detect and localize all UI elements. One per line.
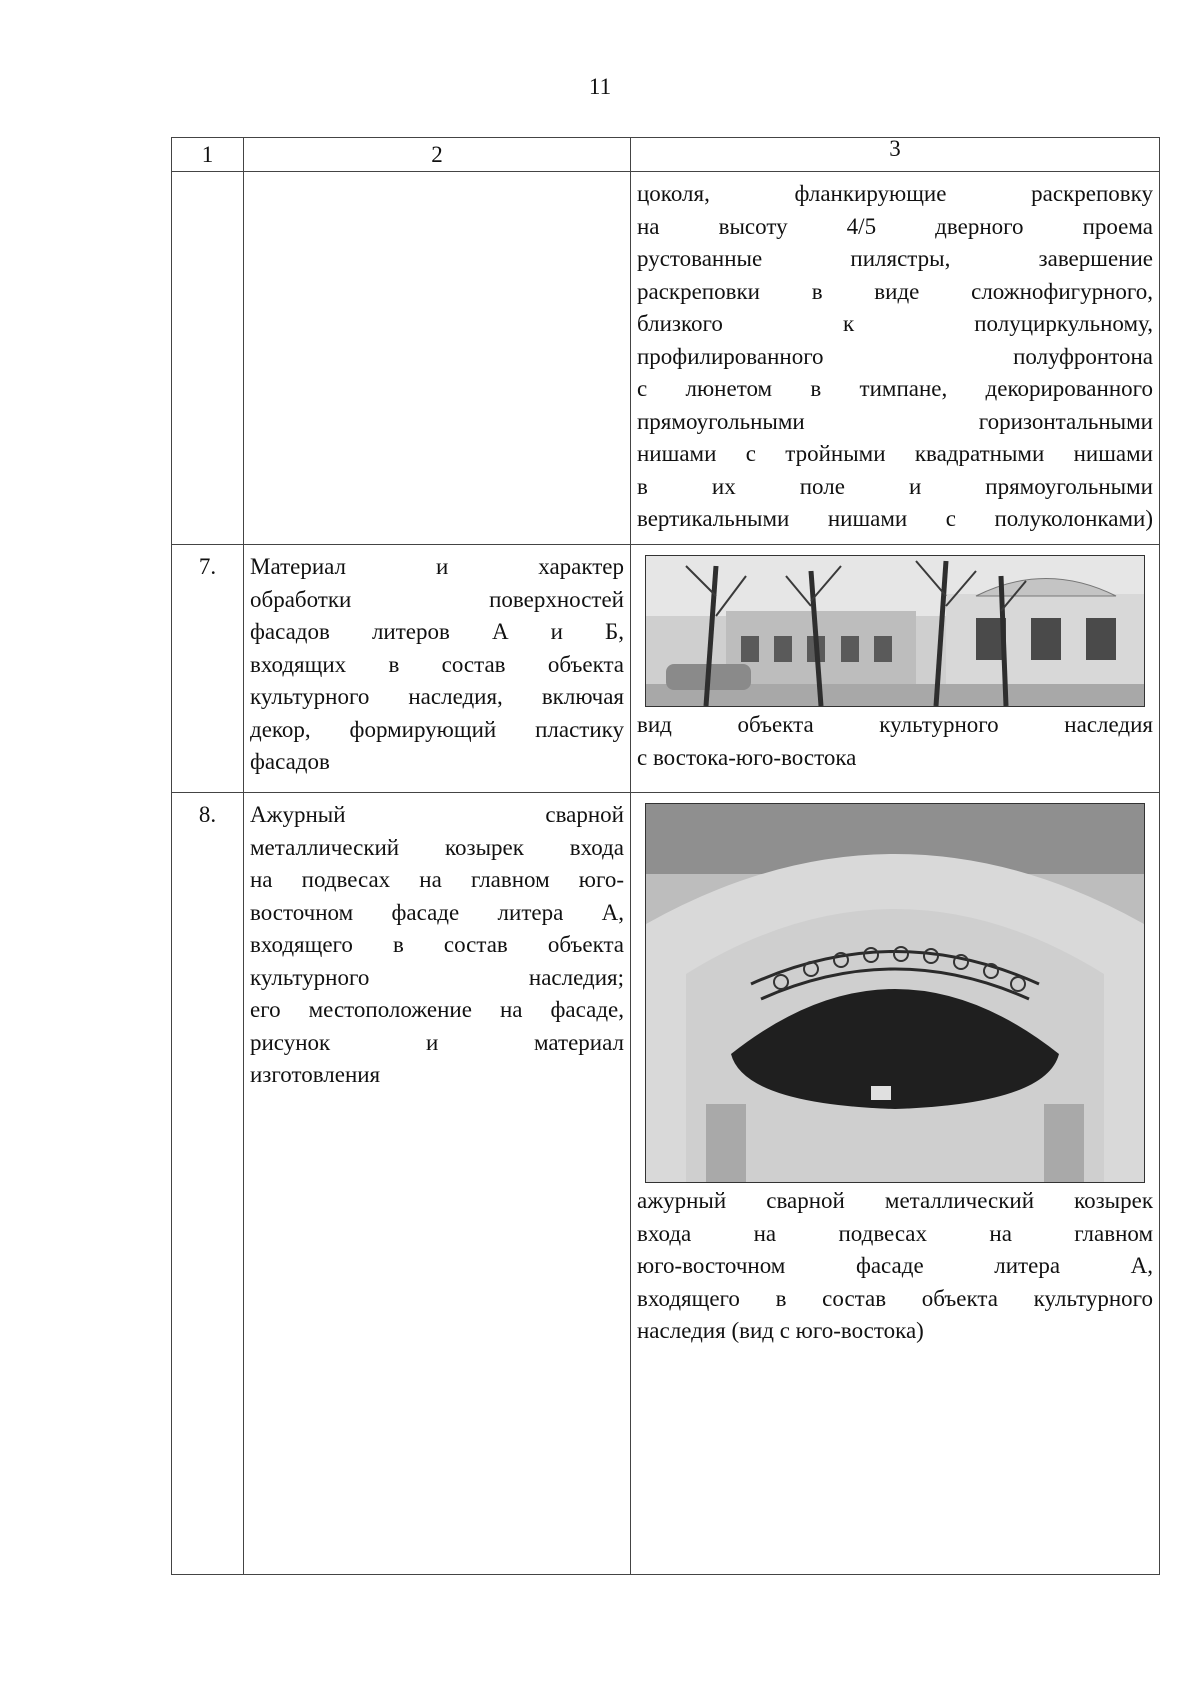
text-line: восточном фасаде литера А, <box>250 899 624 925</box>
street-view-building-photo <box>645 555 1145 707</box>
text-line: культурного наследия, включая <box>250 684 624 709</box>
caption-line: входа на подвесах на главном <box>637 1220 1153 1246</box>
caption-line: юго-восточном фасаде литера А, <box>637 1253 1153 1278</box>
text-line: раскреповки в виде сложнофигурного, <box>637 278 1153 304</box>
row-8-illustration <box>631 793 1160 1575</box>
row-8-description <box>244 793 631 1575</box>
text-line: профилированного полуфронтона <box>637 343 1153 369</box>
text-line: входящего в состав объекта <box>250 932 624 957</box>
text-line: с люнетом в тимпане, декорированного <box>637 376 1153 401</box>
text-line: на высоту 4/5 дверного проема <box>637 213 1153 239</box>
header-col-2: 2 <box>244 138 631 172</box>
caption-line: наследия (вид с юго-востока) <box>637 1318 924 1343</box>
text-line: фасадов <box>250 749 330 774</box>
text-line: металлический козырек входа <box>250 834 624 860</box>
text-line: Материал и характер <box>250 554 624 579</box>
row-7-number: 7. <box>172 545 244 793</box>
table-row-7 <box>172 545 1160 793</box>
text-line: рустованные пилястры, завершение <box>637 246 1153 271</box>
row-7-caption <box>637 709 1153 774</box>
row-7-description <box>244 545 631 793</box>
text-line: цоколя, фланкирующие раскреповку <box>637 181 1153 206</box>
text-line: обработки поверхностей <box>250 586 624 612</box>
row-continued-number <box>172 172 244 545</box>
entrance-canopy-photo <box>645 803 1145 1183</box>
text-line: прямоугольными горизонтальными <box>637 408 1153 434</box>
heritage-spec-table <box>171 137 1160 1575</box>
page-number: 11 <box>588 74 612 99</box>
caption-line: входящего в состав объекта культурного <box>637 1285 1153 1311</box>
row-8-caption <box>637 1185 1153 1348</box>
text-line: входящих в состав объекта <box>250 651 624 677</box>
row-7-illustration <box>631 545 1160 793</box>
text-line: близкого к полуциркульному, <box>637 311 1153 336</box>
table-row-continued <box>172 172 1160 545</box>
caption-line: вид объекта культурного наследия <box>637 712 1153 737</box>
header-col-3: 3 <box>631 138 1160 172</box>
caption-line: ажурный сварной металлический козырек <box>637 1188 1153 1213</box>
row-continued-text <box>631 172 1160 545</box>
text-line: на подвесах на главном юго- <box>250 867 624 892</box>
row-8-number: 8. <box>172 793 244 1575</box>
text-line: вертикальными нишами с полуколонками) <box>637 506 1153 531</box>
text-line: его местоположение на фасаде, <box>250 997 624 1022</box>
text-line: рисунок и материал <box>250 1029 624 1055</box>
text-line: изготовления <box>250 1062 381 1087</box>
text-line: декор, формирующий пластику <box>250 716 624 742</box>
text-line: Ажурный сварной <box>250 802 624 827</box>
table-row-8 <box>172 793 1160 1575</box>
text-line: культурного наследия; <box>250 964 624 990</box>
text-line: фасадов литеров А и Б, <box>250 619 624 644</box>
text-line: нишами с тройными квадратными нишами <box>637 441 1153 466</box>
text-line: в их поле и прямоугольными <box>637 473 1153 499</box>
row-continued-description <box>244 172 631 545</box>
caption-line: с востока-юго-востока <box>637 744 857 770</box>
header-col-1: 1 <box>172 138 244 172</box>
table-header-row <box>172 138 1160 172</box>
